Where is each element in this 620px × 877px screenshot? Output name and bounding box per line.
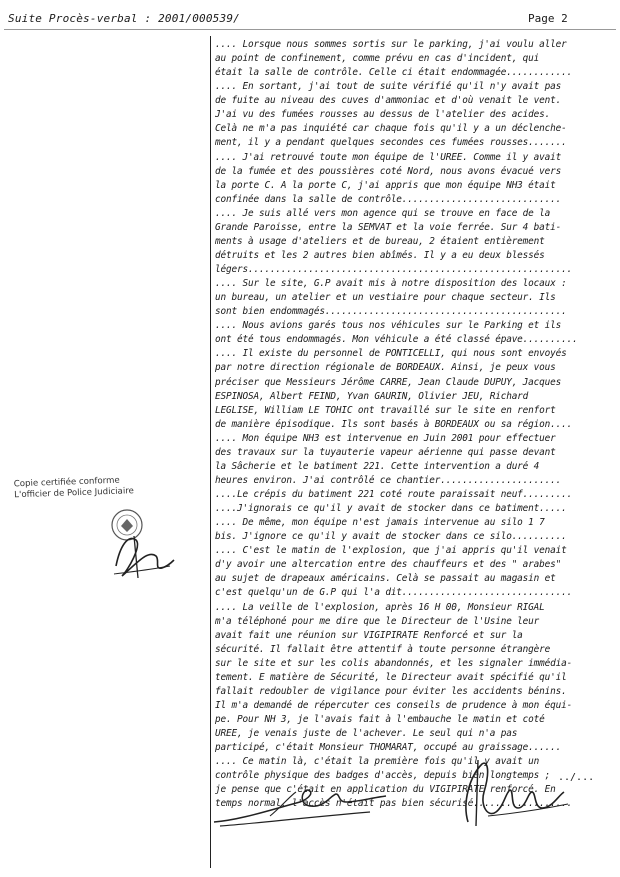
statement-line: fallait redoubler de vigilance pour éviter les accidents bénins. xyxy=(215,685,567,697)
margin-signature-icon xyxy=(108,526,178,586)
statement-line: au point de confinement, comme prévu en cas d'incident, qui xyxy=(215,53,540,65)
statement-line: contrôle physique des badges d'accès, depuis bien longtemps ; xyxy=(215,770,551,782)
statement-line: avait fait une réunion sur VIGIPIRATE Renforcé et sur la xyxy=(215,629,523,641)
statement-line: participé, c'était Monsieur THOMARAT, occupé au graissage...... xyxy=(215,742,562,754)
statement-line: .... Ce matin là, c'était la première fois qu'il y avait un xyxy=(215,756,540,768)
statement-line: .... Il existe du personnel de PONTICELLI, qui nous sont envoyés xyxy=(215,348,567,360)
statement-line: préciser que Messieurs Jérôme CARRE, Jean Claude DUPUY, Jacques xyxy=(215,376,562,388)
statement-line: la porte C. A la porte C, j'ai appris que mon équipe NH3 était xyxy=(215,179,556,191)
certification-stamp xyxy=(14,473,205,502)
statement-line: heures environ. J'ai contrôlé ce chantier...................... xyxy=(215,474,562,486)
statement-line: par notre direction régionale de BORDEAUX. Ainsi, je peux vous xyxy=(215,362,556,374)
statement-line: un bureau, un atelier et un vestiaire pour chaque secteur. Ils xyxy=(215,292,556,304)
statement-body xyxy=(215,38,613,811)
statement-line: .... Sur le site, G.P avait mis à notre disposition des locaux : xyxy=(215,278,567,290)
declarant-signature-icon xyxy=(210,782,390,832)
statement-line: Il m'a demandé de répercuter ces conseils de prudence à mon équi- xyxy=(215,699,573,711)
statement-line: m'a téléphoné pour me dire que le Directeur de l'Usine leur xyxy=(215,615,540,627)
statement-line: tement. E matière de Sécurité, le Directeur avait spécifié qu'il xyxy=(215,671,567,683)
statement-line: pe. Pour NH 3, je l'avais fait à l'embauche le matin et coté xyxy=(215,714,545,725)
statement-line: bis. J'ignore ce qu'il y avait de stocker dans ce silo.......... xyxy=(215,531,567,543)
statement-line: légers........................................................... xyxy=(215,264,573,275)
statement-line: des travaux sur la tuyauterie vapeur aérienne qui passe devant xyxy=(215,446,556,458)
statement-line: .... Lorsque nous sommes sortis sur le parking, j'ai voulu aller xyxy=(215,39,567,50)
statement-line: je pense que c'était en application du VIGIPIRATE renforcé. En xyxy=(215,784,556,796)
statement-line: .... Mon équipe NH3 est intervenue en Juin 2001 pour effectuer xyxy=(215,432,556,444)
officer-signature-icon xyxy=(448,752,588,832)
statement-line: .... Je suis allé vers mon agence qui se trouve en face de la xyxy=(215,207,551,219)
statement-line: Grande Paroisse, entre la SEMVAT et la voie ferrée. Sur 4 bati- xyxy=(215,221,562,233)
statement-line: sont bien endommagés............................................ xyxy=(215,306,567,318)
statement-line: .... En sortant, j'ai tout de suite vérifié qu'il n'y avait pas xyxy=(215,81,562,93)
statement-line: Celà ne m'a pas inquiété car chaque fois qu'il y a un déclenche- xyxy=(215,123,567,135)
statement-line: LEGLISE, William LE TOHIC ont travaillé sur le site en renfort xyxy=(215,404,556,416)
header-rule xyxy=(4,29,616,30)
statement-line: était la salle de contrôle. Celle ci était endommagée............ xyxy=(215,67,573,79)
statement-line: détruits et les 2 autres bien abîmés. Il y a eu deux blessés xyxy=(215,249,545,261)
statement-line: ont été tous endommagés. Mon véhicule a été classé épave.......... xyxy=(215,334,578,346)
page-number: Page 2 xyxy=(528,12,568,25)
statement-line: c'est quelqu'un de G.P qui l'a dit............................... xyxy=(215,587,573,599)
statement-line: ESPINOSA, Albert FEIND, Yvan GAURIN, Olivier JEU, Richard xyxy=(215,390,529,402)
statement-line: la Sâcherie et le batiment 221. Cette intervention a duré 4 xyxy=(215,460,540,472)
statement-line: UREE, je venais juste de l'achever. Le seul qui n'a pas xyxy=(215,728,518,740)
statement-line: ....Le crépis du batiment 221 coté route paraissait neuf......... xyxy=(215,489,573,500)
statement-line: .... La veille de l'explosion, après 16 H 00, Monsieur RIGAL xyxy=(215,601,545,613)
statement-line: au sujet de drapeaux américains. Celà se passait au magasin et xyxy=(215,573,556,585)
statement-line: J'ai vu des fumées rousses au dessus de l'atelier des acides. xyxy=(215,109,551,121)
statement-line: sur le site et sur les colis abandonnés, et les signaler immédia- xyxy=(215,657,573,669)
statement-line: de la fumée et des poussières coté Nord, nous avons évacué vers xyxy=(215,165,562,177)
statement-line: confinée dans la salle de contrôle............................. xyxy=(215,193,562,205)
statement-line: ments à usage d'ateliers et de bureau, 2 étaient entièrement xyxy=(215,235,545,247)
statement-line: ....J'ignorais ce qu'il y avait de stocker dans ce batiment..... xyxy=(215,503,567,515)
report-reference: Suite Procès-verbal : 2001/000539/ xyxy=(8,12,240,25)
statement-line: .... Nous avions garés tous nos véhicules sur le Parking et ils xyxy=(215,320,562,332)
statement-line: .... C'est le matin de l'explosion, que j'ai appris qu'il venait xyxy=(215,545,567,557)
continued-marker: ../... xyxy=(558,772,595,783)
statement-line: .... De même, mon équipe n'est jamais intervenue au silo 1 7 xyxy=(215,517,545,529)
statement-line: .... J'ai retrouvé toute mon équipe de l'UREE. Comme il y avait xyxy=(215,151,562,163)
statement-line: ment, il y a pendant quelques secondes ces fumées rousses....... xyxy=(215,137,567,149)
statement-line: sécurité. Il fallait être attentif à toute personne étrangère xyxy=(215,643,551,655)
statement-line: d'y avoir une altercation entre des chauffeurs et des " arabes" xyxy=(215,559,562,571)
statement-line: temps normal, l'accès n'était pas bien sécurisé.................. xyxy=(215,798,573,810)
statement-line: de fuite au niveau des cuves d'ammoniac et d'où venait le vent. xyxy=(215,95,562,107)
stamp-line-1: Copie certifiée conforme xyxy=(13,475,120,490)
stamp-line-2: L'officier de Police Judiciaire xyxy=(14,486,135,501)
margin-rule xyxy=(210,36,211,868)
statement-line: de manière épisodique. Ils sont basés à BORDEAUX ou sa région.... xyxy=(215,418,573,430)
